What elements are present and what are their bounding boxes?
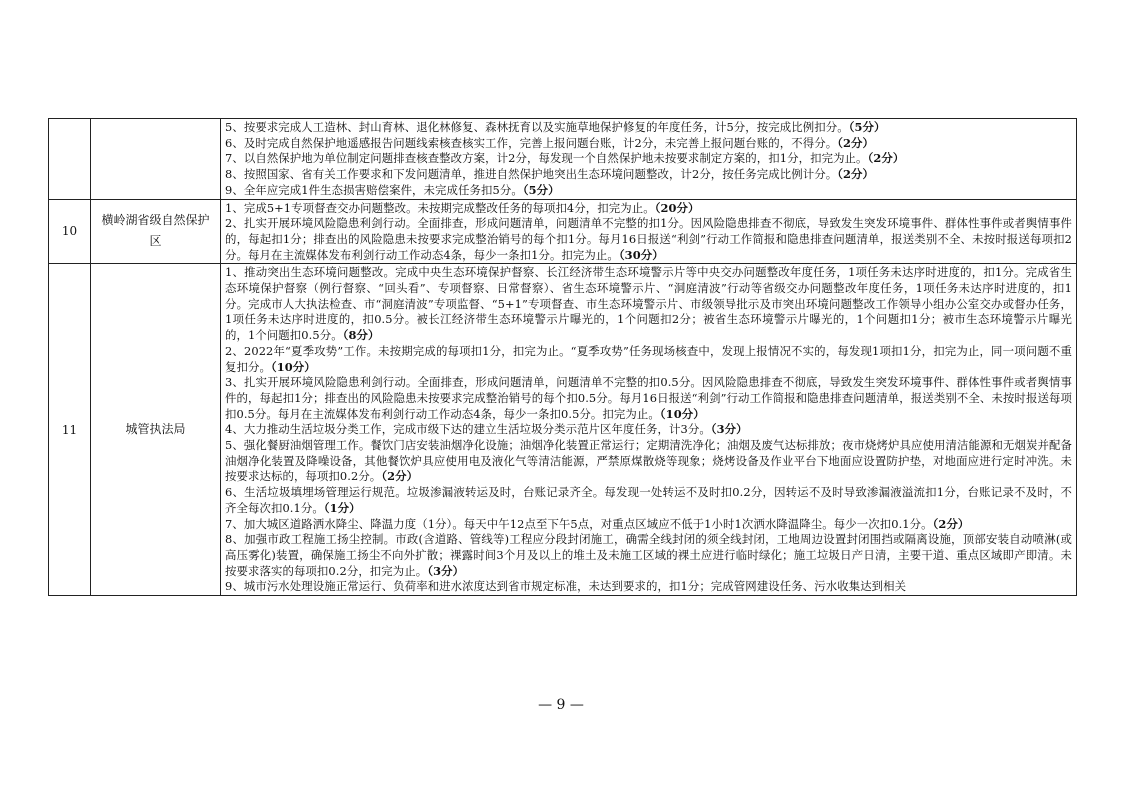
assessment-item bbox=[225, 216, 1072, 263]
assessment-content bbox=[221, 264, 1077, 596]
item-text: 5、强化餐厨油烟管理工作。餐饮门店安装油烟净化设施；油烟净化装置正常运行；定期清洗净化；油烟及废气达标排放；夜市烧烤炉具应使用清洁能源和无烟炭并配备油烟净化装置及降噪设备，其他餐饮炉具应使用电及液化气等清洁能源，严禁原煤散烧等现象；烧烤设备及作业平台下地面应设置防护垫，对地面应进行定时冲洗。未按要求达标的，每项扣0.2分。 bbox=[225, 438, 1072, 484]
assessment-item bbox=[225, 136, 1072, 152]
item-score: （10分） bbox=[659, 406, 705, 421]
table-row bbox=[49, 264, 1077, 596]
item-score: （2分） bbox=[867, 151, 905, 166]
item-score: （2分） bbox=[837, 167, 875, 182]
assessment-item bbox=[225, 532, 1072, 579]
item-score: （3分） bbox=[427, 563, 465, 578]
item-score: （2分） bbox=[932, 516, 970, 531]
item-text: 6、生活垃圾填埋场管理运行规范。垃圾渗漏液转运及时，台账记录齐全。每发现一处转运不及时扣0.2分，因转运不及时导致渗漏液溢流扣1分，台账记录不及时，不齐全每次扣0.1分。 bbox=[225, 485, 1072, 515]
item-score: （3分） bbox=[710, 422, 748, 437]
item-score: （2分） bbox=[837, 135, 875, 150]
item-score: （2分） bbox=[381, 469, 419, 484]
assessment-table bbox=[48, 118, 1077, 596]
item-text: 3、扎实开展环境风险隐患利剑行动。全面排查，形成问题清单，问题清单不完整的扣0.5分。因风险隐患排查不彻底，导致发生突发环境事件、群体性事件或者舆情事件的，每起扣1分；排查出的风险隐患未按要求完成整治销号的每个扣0.5分。每月16日报送“利剑”行动工作简报和隐患排查问题清单，报送类别不全、未按时报送每项扣0.5分。每月在主流媒体发布利剑行动工作动态4条，每少一条扣0.5分。扣完为止。 bbox=[225, 375, 1072, 421]
item-text: 1、完成5+1专项督查交办问题整改。未按期完成整改任务的每项扣4分，扣完为止。 bbox=[225, 200, 655, 215]
item-text: 8、加强市政工程施工扬尘控制。市政(含道路、管线等)工程应分段封闭施工，确需全线封闭的须全线封闭，工地周边设置封闭围挡或隔离设施，顶部安装自动喷淋(或高压雾化)装置，确保施工扬尘不向外扩散；裸露时间3个月及以上的堆土及未施工区域的裸土应进行临时绿化；施工垃圾日产日清，主要干道、重点区域即产即清。未按要求落实的每项扣0.2分，扣完为止。 bbox=[225, 532, 1072, 578]
assessment-item bbox=[225, 422, 1072, 438]
item-score: （5分） bbox=[848, 120, 886, 134]
item-text: 4、大力推动生活垃圾分类工作，完成市级下达的建立生活垃圾分类示范片区年度任务，计3分。 bbox=[225, 422, 711, 437]
responsible-unit bbox=[91, 119, 221, 200]
item-text: 9、城市污水处理设施正常运行、负荷率和进水浓度达到省市规定标准，未达到要求的，扣1分；完成管网建设任务、污水收集达到相关 bbox=[225, 579, 907, 594]
assessment-content bbox=[221, 199, 1077, 264]
item-text: 1、推动突出生态环境问题整改。完成中央生态环境保护督察、长江经济带生态环境警示片等中央交办问题整改年度任务，1项任务未达序时进度的，扣1分。完成省生态环境保护督察（例行督察、“回头看”、专项督察、日常督察）、省生态环境警示片、“洞庭清波”行动等省级交办问题整改年度任务，1项任务未达序时进度的，扣1分。完成市人大执法检查、市“洞庭清波”专项监督、“5+1”专项督查、市生态环境警示片、市级领导批示及市突出环境问题整改工作领导小组办公室交办或督办任务，1项任务未达序时进度的，扣0.5分。被长江经济带生态环境警示片曝光的，1个问题扣2分；被省生态环境警示片曝光的，1个问题扣1分；被市生态环境警示片曝光的，1个问题扣0.5分。 bbox=[225, 265, 1072, 343]
assessment-content bbox=[221, 119, 1077, 200]
item-score: （10分） bbox=[270, 359, 316, 374]
assessment-item bbox=[225, 579, 1072, 595]
assessment-item bbox=[225, 167, 1072, 183]
page-number: — 9 — bbox=[538, 697, 584, 713]
assessment-item bbox=[225, 120, 1072, 136]
assessment-item bbox=[225, 375, 1072, 422]
table-row bbox=[49, 119, 1077, 200]
item-score: （5分） bbox=[522, 182, 560, 197]
item-text: 2、扎实开展环境风险隐患利剑行动。全面排查，形成问题清单，问题清单不完整的扣1分。因风险隐患排查不彻底，导致发生突发环境事件、群体性事件或者舆情事件的，每起扣1分；排查出的风险隐患未按要求完成整治销号的每个扣1分。每月16日报送“利剑”行动工作简报和隐患排查问题清单，报送类别不全、未按时报送每项扣2分。每月在主流媒体发布利剑行动工作动态4条，每少一条扣1分。扣完为止。 bbox=[225, 216, 1072, 262]
row-number: 10 bbox=[49, 199, 91, 264]
item-score: （30分） bbox=[618, 247, 664, 262]
assessment-item bbox=[225, 265, 1072, 344]
item-text: 5、按要求完成人工造林、封山育林、退化林修复、森林抚育以及实施草地保护修复的年度任务，计5分，按完成比例扣分。 bbox=[225, 120, 849, 134]
item-score: （20分） bbox=[654, 200, 700, 215]
assessment-item bbox=[225, 438, 1072, 485]
item-score: （8分） bbox=[342, 328, 380, 343]
item-text: 7、以自然保护地为单位制定问题排查核查整改方案，计2分，每发现一个自然保护地未按要求制定方案的，扣1分，扣完为止。 bbox=[225, 151, 868, 166]
row-number: 11 bbox=[49, 264, 91, 596]
responsible-unit: 城管执法局 bbox=[91, 264, 221, 596]
assessment-item bbox=[225, 517, 1072, 533]
responsible-unit: 横岭湖省级自然保护区 bbox=[91, 199, 221, 264]
item-text: 2、2022年“夏季攻势”工作。未按期完成的每项扣1分，扣完为止。“夏季攻势”任务现场核查中，发现上报情况不实的，每发现1项扣1分，扣完为止，同一项问题不重复扣分。 bbox=[225, 343, 1072, 374]
assessment-item bbox=[225, 201, 1072, 217]
item-text: 8、按照国家、省有关工作要求和下发问题清单，推进自然保护地突出生态环境问题整改，计2分，按任务完成比例计分。 bbox=[225, 167, 838, 182]
item-text: 7、加大城区道路洒水降尘、降温力度（1分）。每天中午12点至下午5点，对重点区域应不低于1小时1次洒水降温降尘。每少一次扣0.1分。 bbox=[225, 516, 933, 531]
assessment-item bbox=[225, 151, 1072, 167]
row-number bbox=[49, 119, 91, 200]
item-score: （1分） bbox=[323, 500, 361, 515]
assessment-item bbox=[225, 485, 1072, 516]
table-row bbox=[49, 199, 1077, 264]
item-text: 6、及时完成自然保护地遥感报告问题线索核查核实工作，完善上报问题台账，计2分，未完善上报问题台账的，不得分。 bbox=[225, 135, 838, 150]
assessment-item bbox=[225, 344, 1072, 375]
assessment-item bbox=[225, 183, 1072, 199]
item-text: 9、全年应完成1件生态损害赔偿案件，未完成任务扣5分。 bbox=[225, 182, 523, 197]
